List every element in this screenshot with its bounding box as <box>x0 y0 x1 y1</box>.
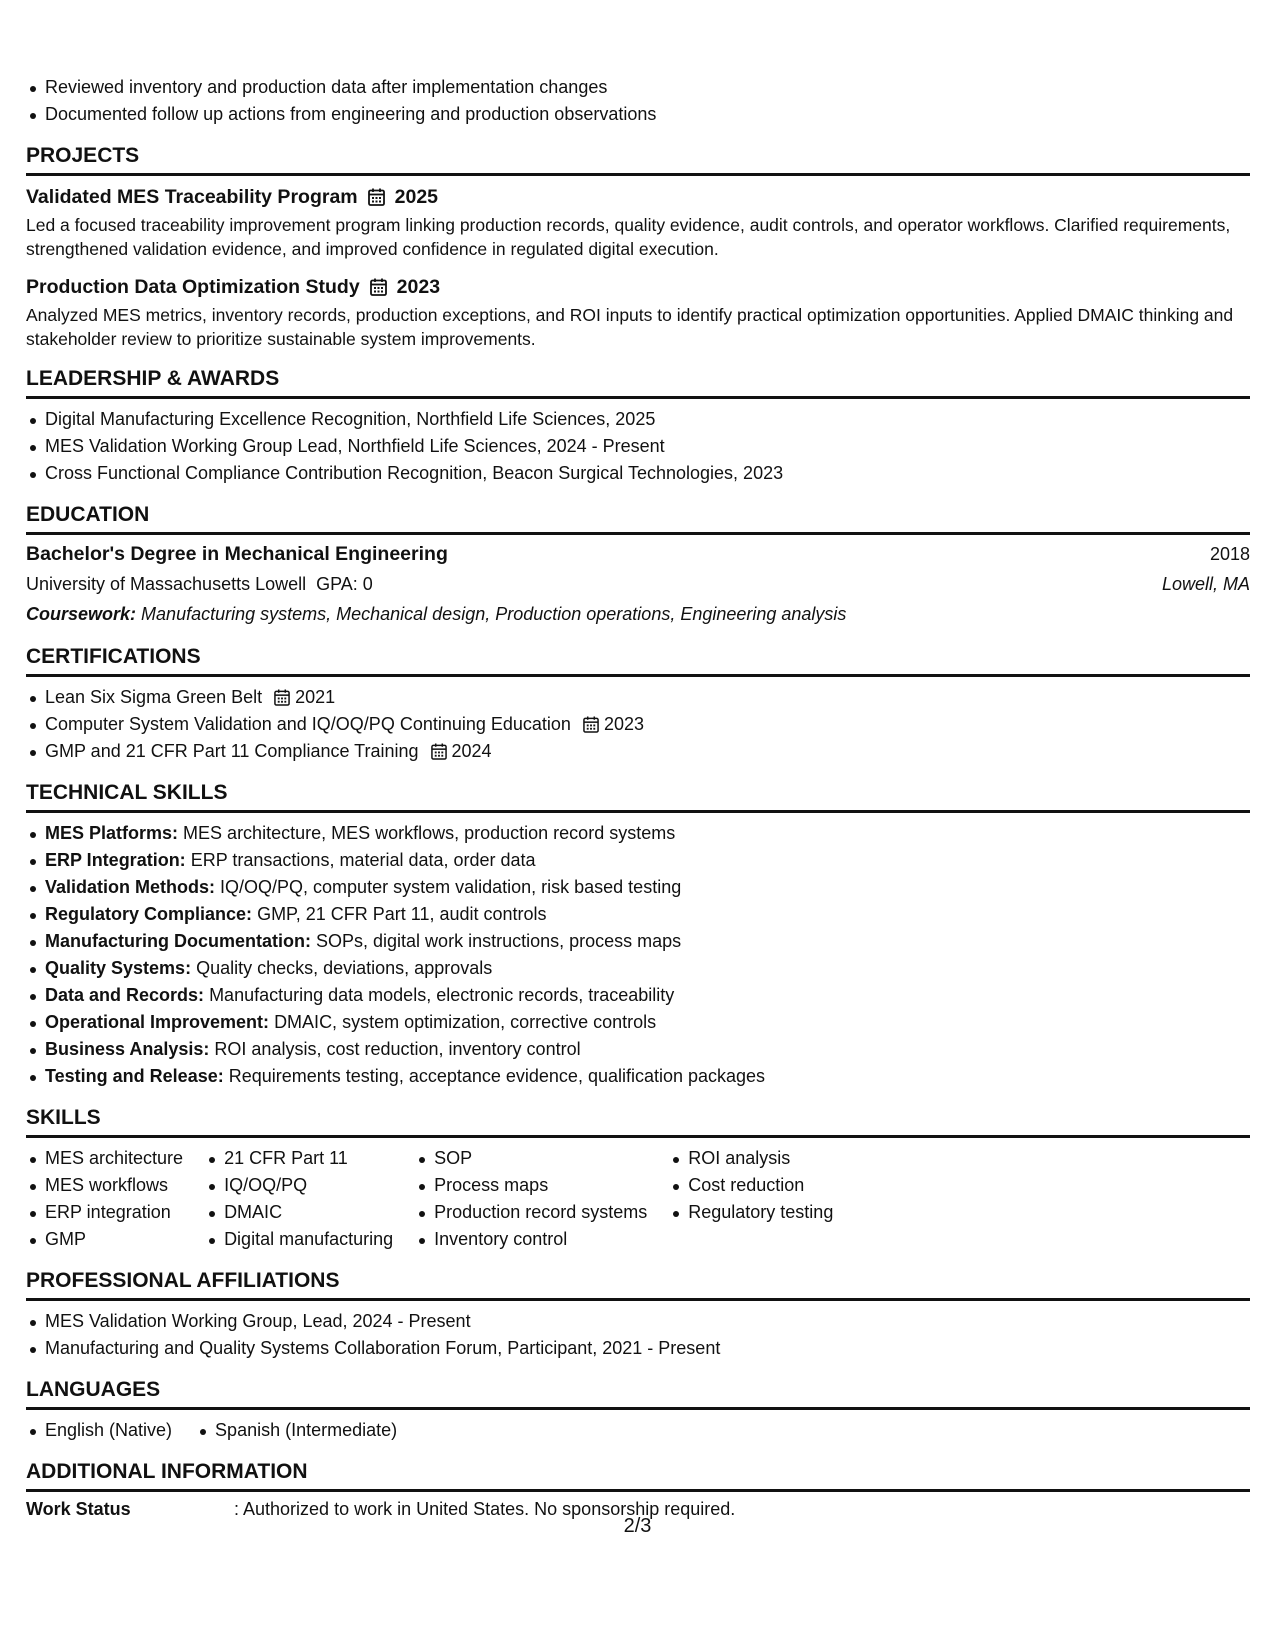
skill-category: Regulatory Compliance: <box>45 904 253 924</box>
list-item: Cost reduction <box>669 1172 833 1199</box>
list-item <box>26 847 1250 874</box>
skill-category: Data and Records: <box>45 985 205 1005</box>
list-item <box>26 1009 1250 1036</box>
list-item: ROI analysis <box>669 1145 833 1172</box>
education-school: University of Massachusetts Lowell <box>26 574 307 594</box>
skill-category: Testing and Release: <box>45 1066 224 1086</box>
skill-value: IQ/OQ/PQ, computer system validation, risk based testing <box>220 877 682 897</box>
list-item: Inventory control <box>415 1226 647 1253</box>
list-item: Cross Functional Compliance Contribution Recognition, Beacon Surgical Technologies, 2023 <box>26 460 1250 487</box>
education-coursework <box>26 599 1250 629</box>
project-item <box>26 183 1250 261</box>
skills-column <box>26 1145 183 1253</box>
list-item: Regulatory testing <box>669 1199 833 1226</box>
calendar-icon <box>370 278 387 296</box>
leadership-list <box>26 406 1250 487</box>
list-item: Manufacturing and Quality Systems Collaboration Forum, Participant, 2021 - Present <box>26 1335 1250 1362</box>
resume-page <box>26 74 1250 1522</box>
project-item <box>26 273 1250 351</box>
list-item: Digital manufacturing <box>205 1226 393 1253</box>
list-item: Process maps <box>415 1172 647 1199</box>
skill-category: Business Analysis: <box>45 1039 210 1059</box>
certification-year: 2023 <box>603 714 644 734</box>
project-description: Analyzed MES metrics, inventory records, production exceptions, and ROI inputs to identify practical optimization opportunities. Applied DMAIC thinking and stakeholder review to prioritize sustainable system improvements. <box>26 305 1234 349</box>
section-title-affiliations: PROFESSIONAL AFFILIATIONS <box>26 1267 1250 1301</box>
list-item: English (Native) <box>26 1417 172 1444</box>
skill-category: ERP Integration: <box>45 850 186 870</box>
list-item: SOP <box>415 1145 647 1172</box>
additional-section <box>26 1458 1250 1522</box>
certification-year: 2024 <box>451 741 492 761</box>
education-gpa: GPA: 0 <box>316 574 373 594</box>
certification-name: Computer System Validation and IQ/OQ/PQ Continuing Education <box>45 714 571 734</box>
skill-value: Manufacturing data models, electronic records, traceability <box>209 985 675 1005</box>
skills-section <box>26 1104 1250 1253</box>
list-item <box>26 820 1250 847</box>
skill-value: SOPs, digital work instructions, process maps <box>316 931 682 951</box>
education-school-row <box>26 569 1250 599</box>
work-status-value: : Authorized to work in United States. No sponsorship required. <box>234 1499 736 1519</box>
calendar-icon <box>274 689 291 707</box>
list-item: MES architecture <box>26 1145 183 1172</box>
projects-section <box>26 142 1250 351</box>
section-title-education: EDUCATION <box>26 501 1250 535</box>
certification-year: 2021 <box>295 687 336 707</box>
list-item <box>26 738 1250 765</box>
calendar-icon <box>583 716 600 734</box>
list-item <box>26 711 1250 738</box>
skills-grid <box>26 1145 1250 1253</box>
skills-column <box>415 1145 647 1253</box>
project-description: Led a focused traceability improvement program linking production records, quality evidence, audit controls, and operator workflows. Clarified requirements, strengthened validation evidence, and improved confidence in regulated digital execution. <box>26 215 1231 259</box>
skill-value: GMP, 21 CFR Part 11, audit controls <box>257 904 547 924</box>
affiliations-list <box>26 1308 1250 1362</box>
project-name: Production Data Optimization Study <box>26 276 360 298</box>
section-title-skills: SKILLS <box>26 1104 1250 1138</box>
list-item: IQ/OQ/PQ <box>205 1172 393 1199</box>
list-item <box>26 874 1250 901</box>
list-item <box>26 955 1250 982</box>
education-degree: Bachelor's Degree in Mechanical Engineering <box>26 543 448 565</box>
list-item <box>26 1036 1250 1063</box>
section-title-certifications: CERTIFICATIONS <box>26 643 1250 677</box>
skills-column <box>669 1145 833 1253</box>
skill-value: ERP transactions, material data, order data <box>190 850 536 870</box>
certification-name: GMP and 21 CFR Part 11 Compliance Training <box>45 741 419 761</box>
list-item: 21 CFR Part 11 <box>205 1145 393 1172</box>
list-item: MES Validation Working Group Lead, Northfield Life Sciences, 2024 - Present <box>26 433 1250 460</box>
technical-skills-section <box>26 779 1250 1090</box>
coursework-value: Manufacturing systems, Mechanical design, Production operations, Engineering analysis <box>141 604 847 624</box>
calendar-icon <box>368 188 385 206</box>
coursework-label: Coursework: <box>26 604 137 624</box>
list-item <box>26 684 1250 711</box>
certification-name: Lean Six Sigma Green Belt <box>45 687 263 707</box>
skill-category: Quality Systems: <box>45 958 192 978</box>
list-item: ERP integration <box>26 1199 183 1226</box>
skill-value: DMAIC, system optimization, corrective controls <box>274 1012 657 1032</box>
list-item: Spanish (Intermediate) <box>196 1417 397 1444</box>
certifications-list <box>26 684 1250 765</box>
list-item: Production record systems <box>415 1199 647 1226</box>
work-status-label: Work Status <box>26 1499 131 1519</box>
languages-list <box>26 1417 1250 1444</box>
list-item <box>26 928 1250 955</box>
page-number: 2/3 <box>623 1515 652 1537</box>
skill-category: MES Platforms: <box>45 823 179 843</box>
technical-skills-list <box>26 820 1250 1090</box>
project-year: 2023 <box>396 276 441 298</box>
experience-bullets <box>26 74 1250 128</box>
section-title-technical-skills: TECHNICAL SKILLS <box>26 779 1250 813</box>
education-section <box>26 501 1250 629</box>
section-title-leadership: LEADERSHIP & AWARDS <box>26 365 1250 399</box>
skills-column <box>205 1145 393 1253</box>
list-item: DMAIC <box>205 1199 393 1226</box>
list-item: Digital Manufacturing Excellence Recognition, Northfield Life Sciences, 2025 <box>26 406 1250 433</box>
education-header-row <box>26 539 1250 569</box>
list-item: Reviewed inventory and production data after implementation changes <box>26 74 1250 101</box>
skill-value: ROI analysis, cost reduction, inventory control <box>214 1039 581 1059</box>
list-item: Documented follow up actions from engineering and production observations <box>26 101 1250 128</box>
skill-value: Requirements testing, acceptance evidence, qualification packages <box>228 1066 766 1086</box>
list-item: MES workflows <box>26 1172 183 1199</box>
skill-value: Quality checks, deviations, approvals <box>196 958 493 978</box>
education-year: 2018 <box>1209 544 1250 564</box>
project-header <box>26 273 1250 301</box>
section-title-languages: LANGUAGES <box>26 1376 1250 1410</box>
list-item <box>26 1063 1250 1090</box>
skill-category: Manufacturing Documentation: <box>45 931 311 951</box>
list-item: MES Validation Working Group, Lead, 2024 - Present <box>26 1308 1250 1335</box>
affiliations-section <box>26 1267 1250 1362</box>
project-header <box>26 183 1250 211</box>
skill-value: MES architecture, MES workflows, production record systems <box>183 823 676 843</box>
languages-section <box>26 1376 1250 1444</box>
skill-category: Validation Methods: <box>45 877 216 897</box>
project-year: 2025 <box>394 186 439 208</box>
list-item <box>26 982 1250 1009</box>
list-item <box>26 901 1250 928</box>
leadership-section <box>26 365 1250 487</box>
section-title-projects: PROJECTS <box>26 142 1250 176</box>
education-location: Lowell, MA <box>1161 574 1250 594</box>
skill-category: Operational Improvement: <box>45 1012 270 1032</box>
certifications-section <box>26 643 1250 765</box>
section-title-additional: ADDITIONAL INFORMATION <box>26 1458 1250 1492</box>
calendar-icon <box>431 743 448 761</box>
project-name: Validated MES Traceability Program <box>26 186 358 208</box>
list-item: GMP <box>26 1226 183 1253</box>
